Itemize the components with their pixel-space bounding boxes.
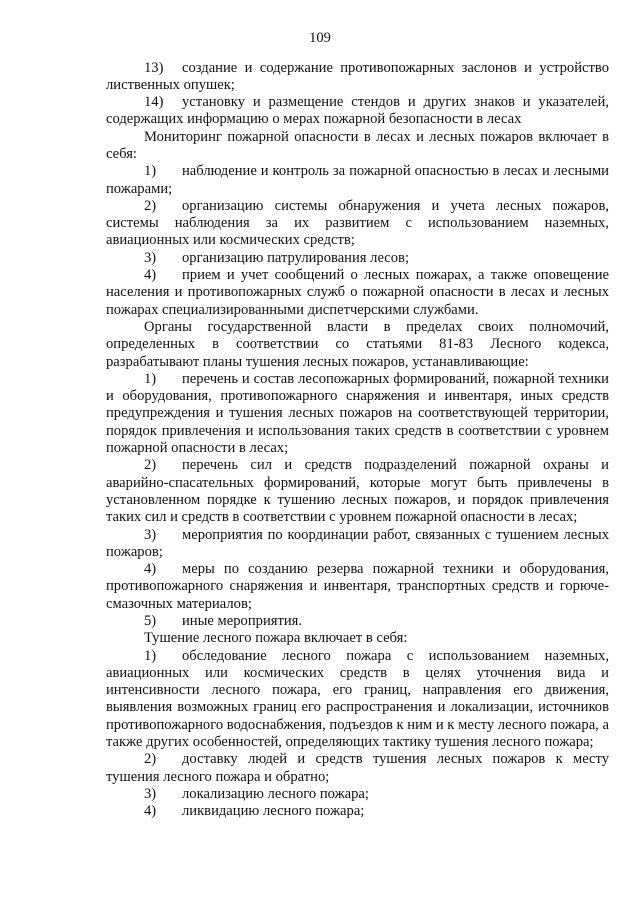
- list-item: [106, 60, 609, 95]
- item-number: 14): [144, 94, 164, 111]
- item-text: обследование лесного пожара с использованием наземных, авиационных или космических средств в целях уточнения вида и интенсивности лесного пожара, его границ, направления его движения, выявления возможных границ его распространения и локализации, источников противопожарного водоснабжения, подъездов к ним и к месту лесного пожара, а также других особенностей, определяющих тактику тушения лесного пожара;: [106, 647, 609, 751]
- item-text: наблюдение и контроль за пожарной опасностью в лесах и лесными пожарами;: [106, 163, 609, 197]
- list-item: [106, 648, 609, 752]
- item-number: 1): [144, 647, 157, 664]
- item-text: организацию системы обнаружения и учета лесных пожаров, системы наблюдения за их развитием с использованием наземных, авиационных или космических средств;: [106, 197, 609, 249]
- list-item: [106, 751, 609, 786]
- item-number: 3): [144, 249, 157, 266]
- item-number: 2): [144, 751, 157, 768]
- item-number: 3): [144, 785, 157, 802]
- item-number: 4): [144, 561, 157, 578]
- paragraph: Тушение лесного пожара включает в себя:: [144, 630, 408, 647]
- item-number: 2): [144, 457, 157, 474]
- list-item: [106, 786, 609, 803]
- item-text: локализацию лесного пожара;: [182, 785, 369, 802]
- item-text: меры по созданию резерва пожарной техники и оборудования, противопожарного снаряжения и инвентаря, транспортных средств и горюче-смазочных материалов;: [106, 561, 609, 612]
- item-number: 13): [144, 59, 164, 76]
- item-text: прием и учет сообщений о лесных пожарах, а также оповещение населения и противопожарных служб о пожарной опасности в лесах и лесных пожарах специализированными диспетчерскими службами.: [106, 267, 609, 318]
- item-number: 3): [144, 526, 157, 543]
- item-text: перечень и состав лесопожарных формирований, пожарной техники и оборудования, противопожарного снаряжения и инвентаря, иных средств предупреждения и тушения лесных пожаров на соответствующей территории, порядок привлечения и использования таких средств в соответствии с уровнем пожарной опасности в лесах;: [106, 370, 609, 457]
- list-item: [106, 613, 609, 630]
- item-text: доставку людей и средств тушения лесных пожаров к месту тушения лесного пожара и обратно;: [106, 751, 609, 785]
- item-number: 1): [144, 163, 157, 180]
- item-text: иные мероприятия.: [182, 613, 303, 629]
- list-item: [106, 267, 609, 319]
- item-number: 4): [144, 267, 157, 284]
- list-item: [106, 94, 609, 129]
- item-text: установку и размещение стендов и других знаков и указателей, содержащих информацию о мерах пожарной безопасности в лесах: [106, 94, 609, 128]
- list-item: [106, 561, 609, 613]
- item-text: перечень сил и средств подразделений пожарной охраны и аварийно-спасательных формирований, которые могут быть привлечены в установленном порядке к тушению лесных пожаров, и порядок привлечения таких сил и средств в соответствии с уровнем пожарной опасности в лесах;: [106, 457, 609, 526]
- list-item: [106, 163, 609, 198]
- item-number: 5): [144, 613, 157, 629]
- paragraph: Органы государственной власти в пределах своих полномочий, определенных в соответствии со статьями 81-83 Лесного кодекса, разрабатывают планы тушения лесных пожаров, устанавливающие:: [106, 318, 609, 370]
- item-text: ликвидацию лесного пожара;: [182, 803, 365, 820]
- page-number: 109: [309, 30, 331, 46]
- item-number: 4): [144, 803, 157, 820]
- item-number: 2): [144, 197, 157, 214]
- list-item: [106, 527, 609, 562]
- document-body: [106, 60, 609, 821]
- item-text: создание и содержание противопожарных заслонов и устройство лиственных опушек;: [106, 59, 609, 93]
- item-number: 1): [144, 370, 157, 387]
- list-item: [106, 371, 609, 457]
- list-item: [106, 250, 609, 267]
- list-item: [106, 803, 609, 820]
- list-item: [106, 198, 609, 250]
- item-text: организацию патрулирования лесов;: [182, 249, 410, 266]
- list-item: [106, 457, 609, 526]
- item-text: мероприятия по координации работ, связанных с тушением лесных пожаров;: [106, 526, 609, 560]
- paragraph: Мониторинг пожарной опасности в лесах и лесных пожаров включает в себя:: [106, 128, 609, 162]
